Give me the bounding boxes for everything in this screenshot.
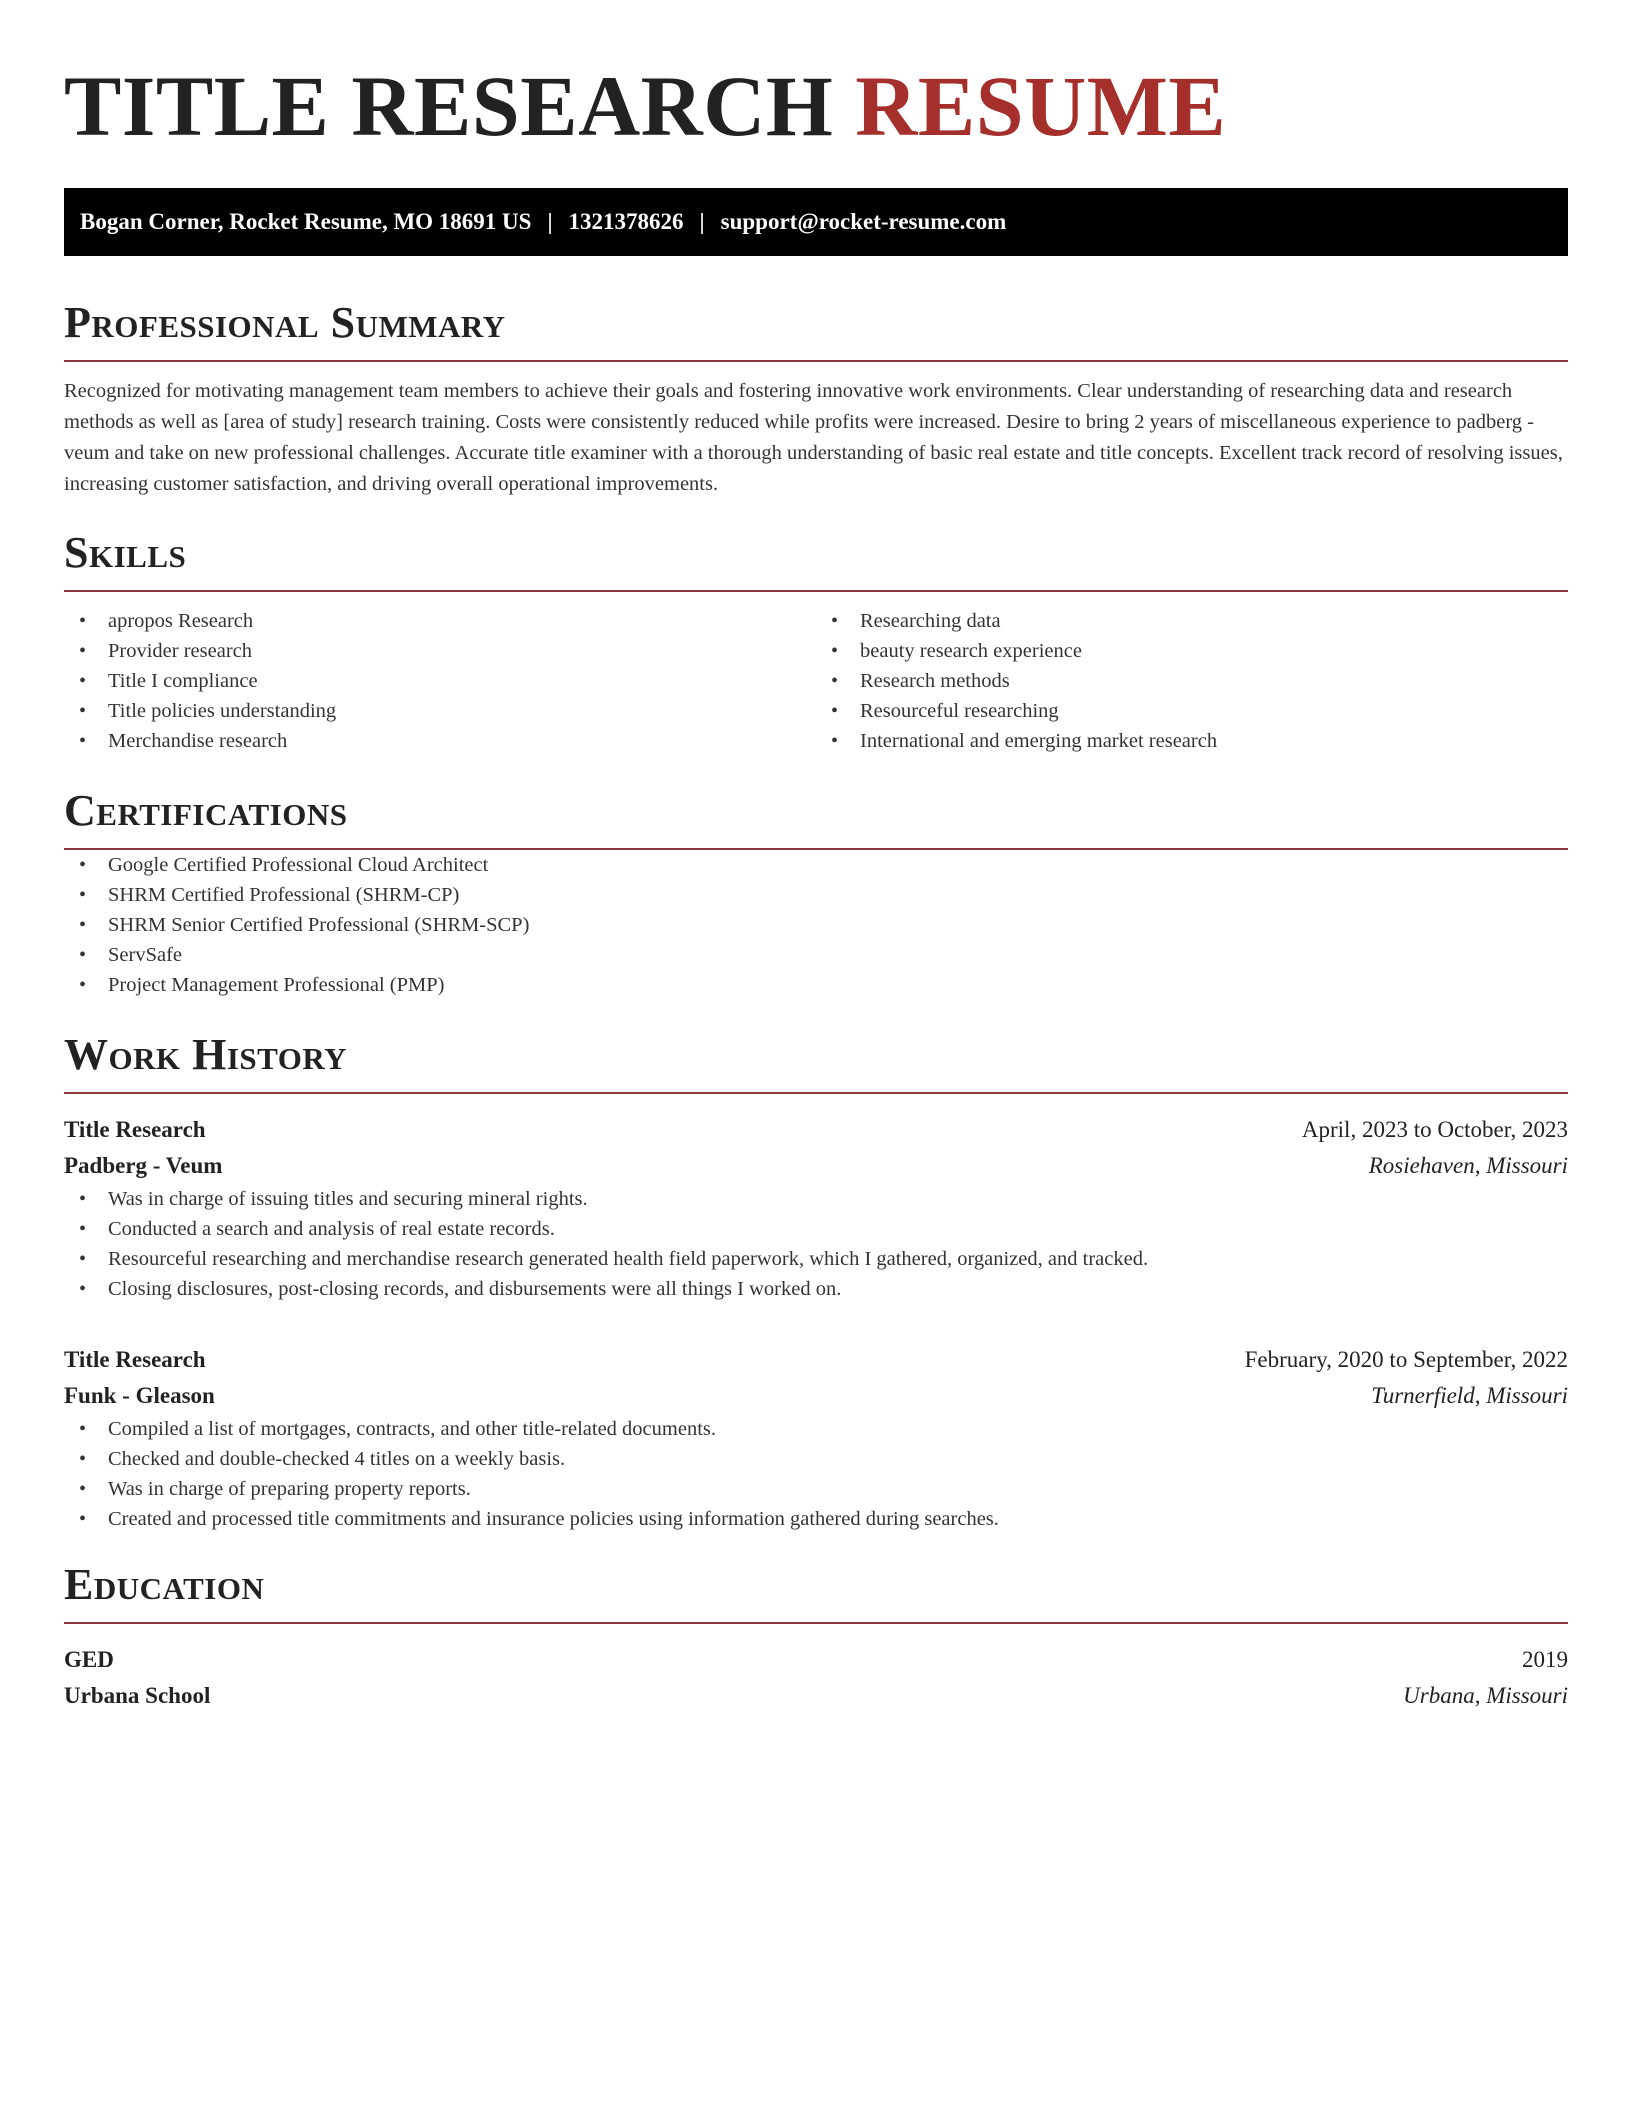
job-dates: April, 2023 to October, 2023: [1301, 1117, 1568, 1142]
work-history-section: [64, 1030, 1568, 1534]
summary-heading: Professional Summary: [64, 298, 1568, 362]
certifications-list: [64, 850, 1568, 1000]
skills-heading: Skills: [64, 528, 1568, 592]
skill-item: • Resourceful researching: [816, 696, 1568, 726]
skill-item: • Researching data: [816, 606, 1568, 636]
education-entry: [64, 1642, 1568, 1714]
job-bullets: [64, 1414, 1568, 1534]
job-company: Funk - Gleason: [64, 1383, 215, 1408]
education-degree: GED: [64, 1647, 114, 1672]
job-company-row: [64, 1378, 1568, 1414]
job-bullet: • Closing disclosures, post-closing records, and disbursements were all things I worked on.: [64, 1274, 1568, 1304]
title-main: TITLE RESEARCH: [64, 58, 834, 154]
job-location: Turnerfield, Missouri: [1371, 1383, 1568, 1408]
skills-columns: [64, 606, 1568, 756]
summary-text: Recognized for motivating management team members to achieve their goals and fostering innovative work environments. Clear understanding of researching data and research methods as well as [area of study] research training. Costs were consistently reduced while profits were increased. Desire to bring 2 years of miscellaneous experience to padberg - veum and take on new professional challenges. Accurate title examiner with a thorough understanding of basic real estate and title concepts. Excellent track record of resolving issues, increasing customer satisfaction, and driving overall operational improvements.: [64, 380, 1563, 495]
certification-item: • SHRM Certified Professional (SHRM-CP): [64, 880, 1568, 910]
contact-address: Bogan Corner, Rocket Resume, MO 18691 US: [80, 209, 532, 234]
job-entry: [64, 1342, 1568, 1534]
job-dates: February, 2020 to September, 2022: [1244, 1347, 1568, 1372]
skill-item: • apropos Research: [64, 606, 816, 636]
contact-separator: |: [699, 209, 705, 234]
certifications-section: [64, 786, 1568, 1000]
job-bullet: • Was in charge of issuing titles and securing mineral rights.: [64, 1184, 1568, 1214]
title-accent: RESUME: [855, 58, 1227, 154]
education-school-row: [64, 1678, 1568, 1714]
skills-list-left: [64, 606, 816, 756]
certification-item: • ServSafe: [64, 940, 1568, 970]
skill-item: • Title policies understanding: [64, 696, 816, 726]
certification-item: • Google Certified Professional Cloud Architect: [64, 850, 1568, 880]
job-entry: [64, 1112, 1568, 1304]
job-location: Rosiehaven, Missouri: [1368, 1153, 1568, 1178]
job-company: Padberg - Veum: [64, 1153, 223, 1178]
job-bullet: • Was in charge of preparing property reports.: [64, 1474, 1568, 1504]
contact-email: support@rocket-resume.com: [720, 209, 1007, 234]
skill-item: • Research methods: [816, 666, 1568, 696]
education-degree-row: [64, 1642, 1568, 1678]
job-bullet: • Created and processed title commitments and insurance policies using information gathered during searches.: [64, 1504, 1568, 1534]
skills-list-right: [816, 606, 1568, 756]
education-heading: Education: [64, 1560, 1568, 1624]
job-bullets: [64, 1184, 1568, 1304]
job-bullet: • Compiled a list of mortgages, contracts, and other title-related documents.: [64, 1414, 1568, 1444]
contact-separator: |: [547, 209, 553, 234]
job-company-row: [64, 1148, 1568, 1184]
resume-title: [64, 56, 1568, 156]
education-location: Urbana, Missouri: [1403, 1683, 1568, 1708]
certifications-heading: Certifications: [64, 786, 1568, 850]
job-title: Title Research: [64, 1117, 206, 1142]
contact-bar: [64, 188, 1568, 256]
skill-item: • Merchandise research: [64, 726, 816, 756]
job-title: Title Research: [64, 1347, 206, 1372]
skill-item: • Provider research: [64, 636, 816, 666]
education-section: [64, 1560, 1568, 1714]
skill-item: • Title I compliance: [64, 666, 816, 696]
work-history-heading: Work History: [64, 1030, 1568, 1094]
certification-item: • SHRM Senior Certified Professional (SHRM-SCP): [64, 910, 1568, 940]
contact-phone: 1321378626: [568, 209, 684, 234]
job-title-row: [64, 1342, 1568, 1378]
job-title-row: [64, 1112, 1568, 1148]
job-bullet: • Checked and double-checked 4 titles on a weekly basis.: [64, 1444, 1568, 1474]
skill-item: • beauty research experience: [816, 636, 1568, 666]
certification-item: • Project Management Professional (PMP): [64, 970, 1568, 1000]
skill-item: • International and emerging market research: [816, 726, 1568, 756]
skills-section: [64, 528, 1568, 756]
education-school: Urbana School: [64, 1683, 211, 1708]
job-bullet: • Resourceful researching and merchandise research generated health field paperwork, which I gathered, organized, and tracked.: [64, 1244, 1568, 1274]
summary-section: [64, 298, 1568, 500]
job-bullet: • Conducted a search and analysis of real estate records.: [64, 1214, 1568, 1244]
education-year: 2019: [1522, 1647, 1568, 1672]
